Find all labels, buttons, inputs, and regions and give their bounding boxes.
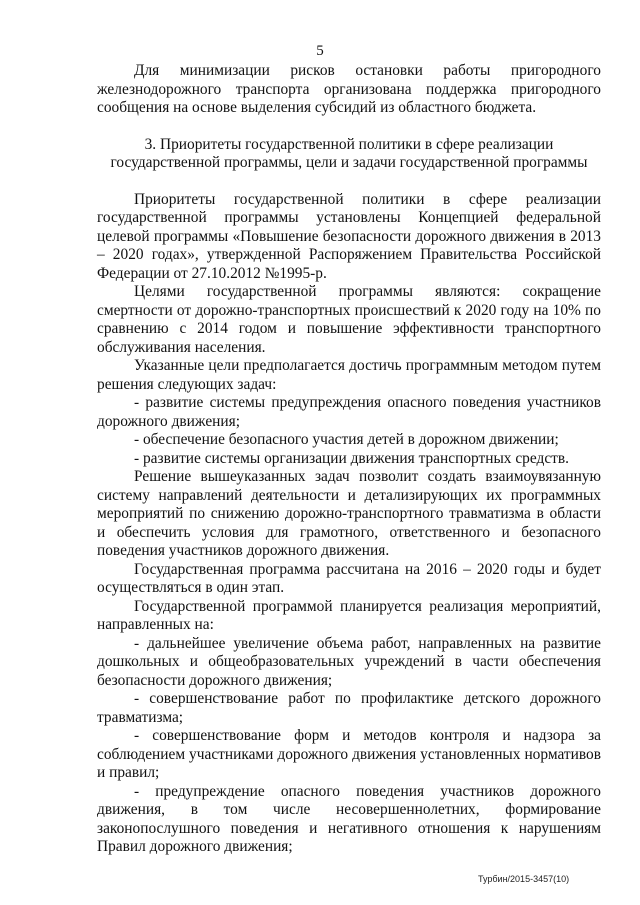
- list-item: - развитие системы организации движения транспортных средств.: [134, 449, 570, 467]
- section-heading-line-1: 3. Приоритеты государственной политики в сфере реализации: [144, 135, 554, 153]
- list-item: - обеспечение безопасного участия детей в дорожном движении;: [134, 431, 559, 448]
- intro-paragraph: Для минимизации рисков остановки работы пригородного железнодорожного транспорта организована поддержка пригородного сообщения на основе выделения субсидий из областного бюджета.: [97, 62, 601, 116]
- list-item: - развитие системы предупреждения опасного поведения участников дорожного движения;: [97, 394, 601, 430]
- document-body: [97, 62, 601, 857]
- paragraph-period: Государственная программа рассчитана на 2016 – 2020 годы и будет осуществляться в один этап.: [97, 560, 601, 596]
- paragraph-solution: Решение вышеуказанных задач позволит создать взаимоувязанную систему направлений деятельности и детализирующих их программных мероприятий по снижению дорожно-транспортного травматизма в области и обеспечить условия для грамотного, ответственного и безопасного поведения участников дорожного движения.: [97, 468, 601, 559]
- page-number: 5: [316, 43, 324, 59]
- paragraph-goals: Целями государственной программы являются: сокращение смертности от дорожно-транспортных происшествий к 2020 году на 10% по сравнению с 2014 годом и повышение эффективности транспортного обслуживания населения.: [97, 283, 601, 356]
- footer-document-code: Турбин/2015-3457(10): [478, 874, 570, 884]
- list-item: - дальнейшее увеличение объема работ, направленных на развитие дошкольных и общеобразовательных учреждений в части обеспечения безопасности дорожного движения;: [97, 634, 601, 689]
- list-item: - предупреждение опасного поведения участников дорожного движения, в том числе несовершеннолетних, формирование законопослушного поведения и негативного отношения к нарушениям Правил дорожного движения;: [97, 782, 601, 855]
- paragraph-tasks-intro: Указанные цели предполагается достичь программным методом путем решения следующих задач:: [97, 357, 601, 393]
- list-item: - совершенствование работ по профилактике детского дорожного травматизма;: [97, 690, 601, 726]
- paragraph-priorities: Приоритеты государственной политики в сфере реализации государственной программы установлены Концепцией федеральной целевой программы «Повышение безопасности дорожного движения в 2013 – 2020 годах», утвержденной Распоряжением Правительства Российской Федерации от 27.10.2012 №1995-р.: [97, 190, 601, 282]
- section-heading-line-2: государственной программы, цели и задачи государственной программы: [110, 154, 588, 171]
- list-item: - совершенствование форм и методов контроля и надзора за соблюдением участниками дорожного движения установленных нормативов и правил;: [97, 727, 601, 781]
- paragraph-measures-intro: Государственной программой планируется реализация мероприятий, направленных на:: [97, 597, 601, 633]
